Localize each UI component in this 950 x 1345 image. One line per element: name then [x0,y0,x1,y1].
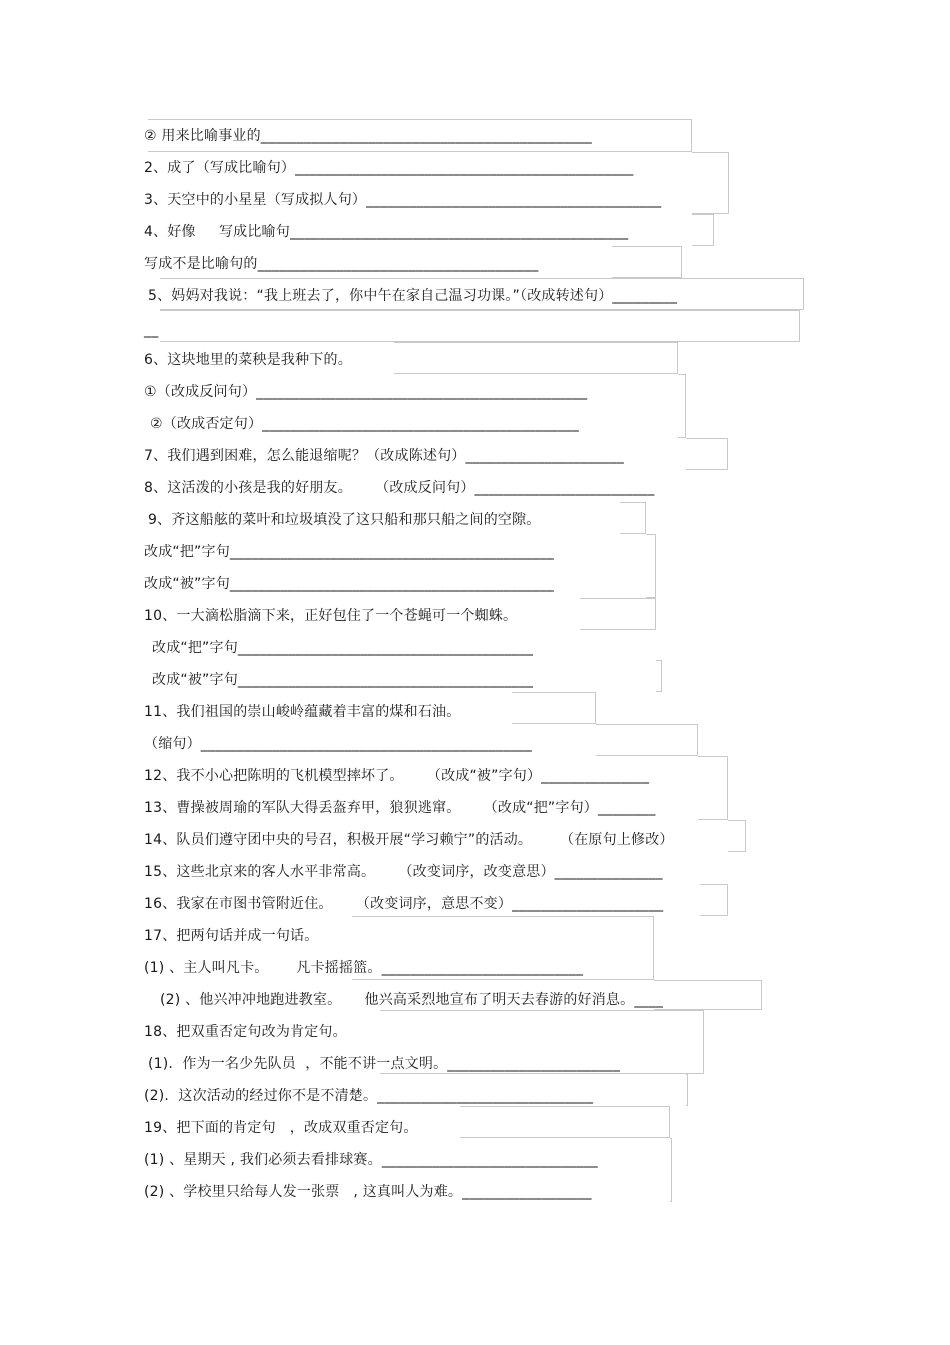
exercise-line: 19、把下面的肯定句 ，改成双重否定句。 [144,1120,418,1136]
exercise-line: （缩句）______________________________________________ [144,736,532,752]
exercise-line: ②（改成否定句）____________________________________________ [150,416,579,432]
exercise-line: 5、妈妈对我说：“我上班去了，你中午在家自己温习功课。”（改成转述句）_________ [148,288,678,304]
exercise-line: 9、齐这船舷的菜叶和垃圾填没了这只船和那只船之间的空隙。 [148,512,541,528]
exercise-line: 4、好像 写成比喻句_______________________________________________ [144,224,629,240]
scan-frame [612,246,682,278]
scan-frame [654,980,762,1010]
exercise-line: 10、一大滴松脂滴下来，正好包住了一个苍蝇可一个蜘蛛。 [144,608,518,624]
exercise-line: (2). 这次活动的经过你不是不清楚。______________________________ [144,1088,594,1104]
scan-frame [620,502,646,534]
scan-frame [692,214,714,246]
exercise-line: 6、这块地里的菜秧是我种下的。 [144,352,352,368]
exercise-line: (1) 、星期天 , 我们必须去看排球赛。______________________________ [144,1152,598,1168]
exercise-line: 改成“被”字句_________________________________________ [152,672,534,688]
exercise-line: 17、把两句话并成一句话。 [144,928,319,944]
exercise-line: ② 用来比喻事业的______________________________________________ [144,128,593,144]
scan-frame [728,820,746,852]
scan-frame [580,598,656,630]
scan-frame [692,152,729,214]
exercise-line: (2) 、学校里只给每人发一张票 , 这真叫人为难。__________________ [144,1184,592,1200]
scan-frame [686,438,728,470]
exercise-line: 15、这些北京来的客人水平非常高。 （改变词序，改变意思）_______________ [144,864,663,880]
exercise-line: 8、这活泼的小孩是我的好朋友。 （改成反问句）_________________________ [144,480,655,496]
exercise-line: 2、成了（写成比喻句）_______________________________________________ [144,160,634,176]
exercise-line: 改成“把”字句_____________________________________________ [144,544,554,560]
exercise-line: 14、队员们遵守团中央的号召，积极开展“学习赖宁”的活动。 （在原句上修改） [144,832,674,848]
scan-frame [700,884,728,916]
scan-frame [678,374,686,438]
exercise-line: 16、我家在市图书管附近住。 （改变词序，意思不变）_____________________ [144,896,664,912]
scan-frame [656,660,662,692]
scan-frame [686,1074,688,1106]
scan-frame [394,342,678,374]
scan-frame [698,756,728,820]
exercise-line: (2) 、他兴冲冲地跑进教室。 他兴高采烈地宣布了明天去春游的好消息。____ [160,992,664,1008]
scan-frame [512,692,596,724]
exercise-line: 改成“把”字句_________________________________________ [152,640,534,656]
scan-frame [160,310,800,342]
scan-frame [670,1138,672,1202]
exercise-line: (1) 、主人叫凡卡。 凡卡摇摇篮。____________________________ [144,960,584,976]
exercise-line: 3、天空中的小星星（写成拟人句）_________________________________________ [144,192,662,208]
exercise-line: 7、我们遇到困难，怎么能退缩呢？（改成陈述句）______________________ [144,448,624,464]
exercise-line: 12、我不小心把陈明的飞机模型摔坏了。 （改成“被”字句）_______________ [144,768,650,784]
scan-frame [460,1106,670,1138]
exercise-line: 改成“被”字句_____________________________________________ [144,576,554,592]
exercise-line: 11、我们祖国的崇山峻岭蕴藏着丰富的煤和石油。 [144,704,461,720]
exercise-line: 13、曹操被周瑜的军队大得丢盔弃甲，狼狈逃窜。 （改成“把”字句）________ [144,800,656,816]
scan-frame [646,534,656,598]
exercise-line: 写成不是比喻句的_______________________________________ [144,256,539,272]
exercise-line: (1). 作为一名少先队员 ，不能不讲一点文明。________________________ [148,1056,621,1072]
exercise-line: 18、把双重否定句改为肯定句。 [144,1024,347,1040]
scan-frame [596,724,698,756]
exercise-line: ①（改成反问句）______________________________________________ [144,384,588,400]
exercise-line: __ [144,322,159,338]
